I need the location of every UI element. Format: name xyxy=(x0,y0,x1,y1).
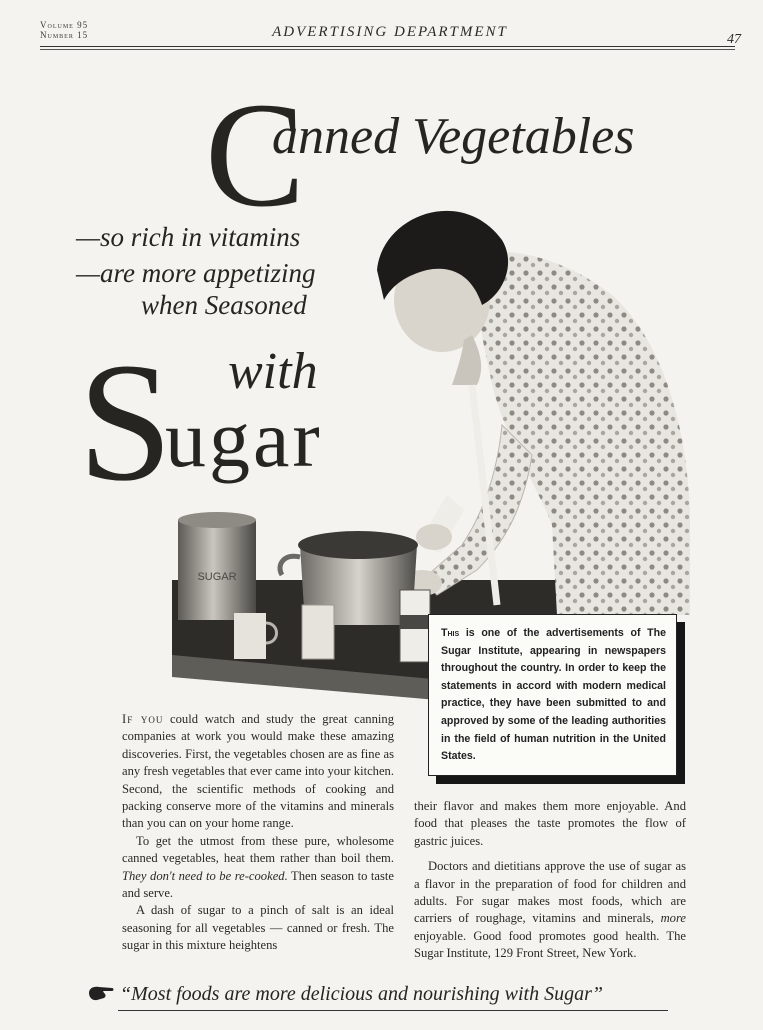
footer-rule xyxy=(118,1010,668,1011)
paragraph-2-text-b: Then season to taste and serve. xyxy=(122,868,394,901)
tagline-line-3 xyxy=(141,290,307,321)
body-paragraph-4 xyxy=(414,858,686,962)
paragraph-lead: If you xyxy=(122,712,164,726)
woman-figure xyxy=(377,211,690,615)
department-heading: ADVERTISING DEPARTMENT xyxy=(272,24,508,40)
header-rule-thin xyxy=(40,49,735,50)
volume-label: Volume 95 xyxy=(40,20,89,30)
tagline-line-3-text: when Seasoned xyxy=(141,290,307,320)
body-paragraph-1 xyxy=(122,711,394,833)
tagline-line-1 xyxy=(76,222,300,253)
slogan-text: “Most foods are more delicious and nourishing with Sugar” xyxy=(120,983,603,1005)
tagline-line-2-text: —are more appetizing xyxy=(76,258,316,288)
notice-text: is one of the advertisements of The Sugar Institute, appearing in newspapers throughout the country. In order to keep the statements in accord with modern medical practice, they have been submitted to and approved by some of the leading authorities in the field of human nutrition in the United States. xyxy=(441,627,666,763)
vegetable-can xyxy=(400,590,430,662)
tagline-with: with xyxy=(228,343,318,400)
body-paragraph-3: A dash of sugar to a pinch of salt is an ideal seasoning for all vegetables — canned or fresh. The sugar in this mixture heightens xyxy=(122,903,394,953)
paragraph-4-text-a: Doctors and dietitians approve the use of sugar as a flavor in the preparation of food for children and adults. For sugar makes most foods, which are carriers of roughage, vitamins and minerals, xyxy=(414,859,686,926)
paragraph-4-emphasis: more xyxy=(660,911,686,926)
tagline-line-1-text: —so rich in vitamins xyxy=(76,222,301,252)
number-label: Number 15 xyxy=(40,30,89,40)
notice-lead: This xyxy=(441,627,460,639)
paragraph-1-text: could watch and study the great canning companies at work you would make these amazing discoveries. First, the vegetables chosen are as fine as any fresh vegetables that ever came into your kitchen. Second, the scientific methods of cooking and packing conserve more of the vitamins and minerals than you can on your home range. xyxy=(122,712,394,831)
paragraph-2-emphasis: They don't need to be re-cooked. xyxy=(122,868,288,883)
tagline-line-2 xyxy=(76,258,315,289)
volume-number xyxy=(40,20,88,40)
body-column-left xyxy=(122,711,394,955)
page-number: 47 xyxy=(727,32,741,47)
body-paragraph-3-continued: their flavor and makes them more enjoyable. And food that pleases the taste promotes the flow of gastric juices. xyxy=(414,799,686,848)
pointing-hand-icon xyxy=(88,985,114,1001)
canister-label: SUGAR xyxy=(197,571,237,583)
footer-slogan xyxy=(88,983,688,1006)
sugar-initial: S xyxy=(78,328,173,516)
headline-title: anned Vegetables xyxy=(272,108,635,165)
body-paragraph-2 xyxy=(122,833,394,903)
sugar-word: ugar xyxy=(165,393,323,484)
header-rule xyxy=(40,46,735,47)
headline-initial: C xyxy=(205,72,306,238)
sugar-canister xyxy=(178,512,256,620)
glass-jar xyxy=(302,605,334,659)
paragraph-4-text-b: enjoyable. Good food promotes good health. The Sugar Institute, 129 Front Street, New York. xyxy=(414,928,686,961)
sugar-institute-notice xyxy=(428,614,677,776)
body-column-right xyxy=(414,798,686,963)
paragraph-2-text-a: To get the utmost from these pure, wholesome canned vegetables, heat them rather than boil them. xyxy=(122,833,394,866)
